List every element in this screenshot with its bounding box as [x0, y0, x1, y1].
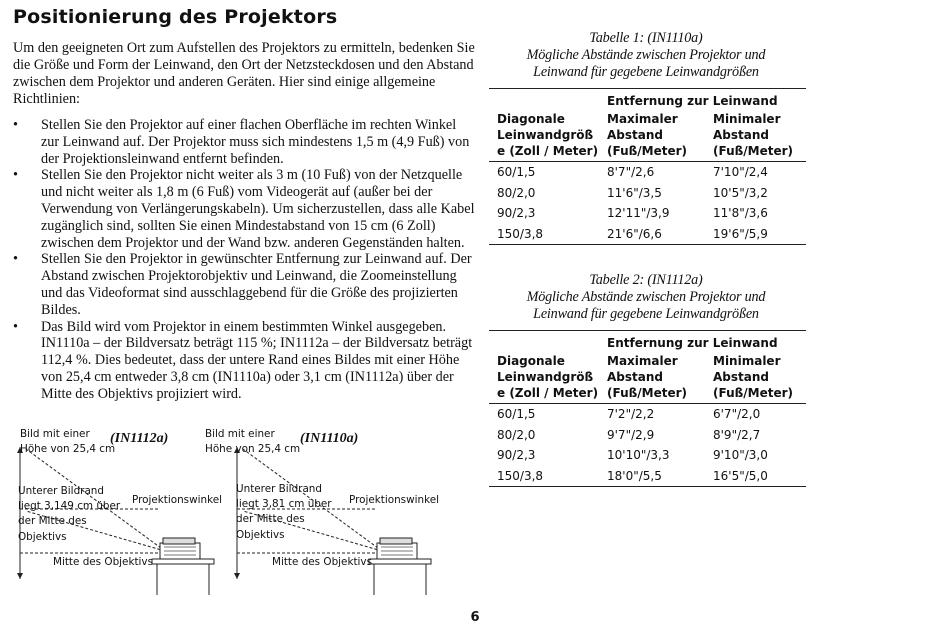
column-header: Minimaler Abstand (Fuß/Meter): [705, 111, 806, 162]
bullet-text: Stellen Sie den Projektor auf einer flachen Oberfläche im rechten Winkel zur Leinwand auf. Der Projektor muss sich mindestens 1,5 m (4,9 Fuß) von der Projektionsleinwand entfernt befinden.: [41, 117, 470, 167]
caption-line: Leinwand für gegebene Leinwandgrößen: [533, 306, 759, 322]
list-item: [13, 117, 475, 167]
table-super-header-row: [489, 331, 806, 354]
table-row: [489, 445, 806, 466]
bullet-text: Stellen Sie den Projektor in gewünschter Entfernung zur Leinwand auf. Der Abstand zwischen Projektorobjektiv und Leinwand, die Zoomeinstellung und das Videoformat sind ausschlaggebend für die Größe des projizierten Bildes.: [41, 251, 472, 318]
table-cell: 150/3,8: [497, 226, 544, 241]
list-item: [13, 319, 475, 403]
table-super-header-row: [489, 89, 806, 112]
table-row: [489, 203, 806, 224]
projection-diagrams: [0, 405, 480, 595]
caption-line: Leinwand für gegebene Leinwandgrößen: [533, 64, 759, 80]
guideline-list: [13, 117, 475, 403]
page-title: Positionierung des Projektors: [13, 6, 338, 28]
model-label: (IN1112a): [110, 431, 169, 446]
super-header: Entfernung zur Leinwand: [607, 336, 778, 350]
table-cell: 60/1,5: [497, 407, 536, 422]
lens-center-label: Mitte des Objektivs: [272, 556, 372, 568]
table-cell: 80/2,0: [497, 185, 536, 200]
table-cell: 6'7"/2,0: [713, 407, 761, 422]
table-cell: 11'6"/3,5: [607, 185, 662, 200]
caption-line: Mögliche Abstände zwischen Projektor und: [526, 289, 766, 305]
caption-line: Tabelle 1: (IN1110a): [589, 30, 703, 46]
column-header: Minimaler Abstand (Fuß/Meter): [705, 353, 806, 404]
table-row: [489, 162, 806, 183]
table-cell: 18'0"/5,5: [607, 468, 662, 483]
lens-center-label: Mitte des Objektivs: [53, 556, 153, 568]
arrow-head: [234, 573, 240, 579]
column-header: Diagonale Leinwandgröß e (Zoll / Meter): [489, 353, 599, 404]
table-header-row: [489, 353, 806, 404]
table-cell: 7'10"/2,4: [713, 165, 768, 180]
table-header-row: [489, 111, 806, 162]
column-header: Maximaler Abstand (Fuß/Meter): [599, 111, 705, 162]
bullet-text: Das Bild wird vom Projektor in einem bestimmten Winkel ausgegeben. IN1110a – der Bildversatz beträgt 115 %; IN1112a – der Bildversatz beträgt 112,4 %. Dies bedeutet, dass der untere Rand eines Bildes mit einer Höhe von 25,4 cm entweder 3,8 cm (IN1110a) oder 3,1 cm (IN1112a) über der Mitte des Objektivs projiziert wird.: [41, 318, 473, 402]
table-cell: 21'6"/6,6: [607, 226, 662, 241]
table-cell: 10'5"/3,2: [713, 185, 768, 200]
projection-angle-label: Projektionswinkel: [132, 494, 222, 506]
table-cell: 8'9"/2,7: [713, 427, 761, 442]
distance-table-2: [489, 330, 806, 487]
table-1-caption: [486, 30, 806, 81]
table-cell: 60/1,5: [497, 165, 536, 180]
column-header: Maximaler Abstand (Fuß/Meter): [599, 353, 705, 404]
table-top: [152, 559, 214, 564]
table-cell: 11'8"/3,6: [713, 206, 768, 221]
bullet-symbol: •: [13, 251, 18, 268]
table-row: [489, 224, 806, 245]
projector-top: [163, 538, 195, 544]
image-height-label: Bild mit einer Höhe von 25,4 cm: [20, 428, 116, 455]
table-cell: 12'11"/3,9: [607, 206, 670, 221]
list-item: [13, 167, 475, 251]
list-item: [13, 251, 475, 318]
offset-label: Unterer Bildrand liegt 3,149 cm über der Mitte des Objektivs: [18, 485, 121, 543]
offset-label: Unterer Bildrand liegt 3,81 cm über der Mitte des Objektivs: [236, 483, 332, 541]
intro-paragraph: Um den geeigneten Ort zum Aufstellen des Projektors zu ermitteln, bedenken Sie die Größe und Form der Leinwand, den Ort der Netzsteckdosen und den Abstand zwischen dem Projektor und anderen Geräten. Hier sind einige allgemeine Richtlinien:: [13, 40, 475, 107]
table-cell: 90/2,3: [497, 206, 536, 221]
table-cell: 19'6"/5,9: [713, 226, 768, 241]
table-cell: 16'5"/5,0: [713, 468, 768, 483]
projection-angle-label: Projektionswinkel: [349, 494, 439, 506]
model-label: (IN1110a): [300, 431, 359, 446]
image-height-label: Bild mit einer Höhe von 25,4 cm: [205, 428, 301, 455]
super-header: Entfernung zur Leinwand: [607, 94, 778, 108]
table-top: [369, 559, 431, 564]
table-row: [489, 404, 806, 425]
table-cell: 90/2,3: [497, 448, 536, 463]
bullet-text: Stellen Sie den Projektor nicht weiter als 3 m (10 Fuß) von der Netzquelle und nicht weiter als 1,8 m (6 Fuß) vom Videogerät auf (außer bei der Verwendung von Verlängerungskabeln). Um sicherzustellen, dass alle Kabel zugänglich sind, sollten Sie einen Mindestabstand von 15 cm (6 Zoll) zwischen dem Projektor und der Wand bzw. anderen Gegenständen halten.: [41, 167, 475, 251]
distance-table-1: [489, 88, 806, 245]
table-cell: 10'10"/3,3: [607, 448, 670, 463]
table-cell: 150/3,8: [497, 468, 544, 483]
table-cell: 7'2"/2,2: [607, 407, 655, 422]
bullet-symbol: •: [13, 167, 18, 184]
column-header: Diagonale Leinwandgröß e (Zoll / Meter): [489, 111, 599, 162]
table-cell: 80/2,0: [497, 427, 536, 442]
table-row: [489, 466, 806, 487]
table-2-caption: [486, 272, 806, 323]
table-row: [489, 425, 806, 446]
bullet-symbol: •: [13, 318, 18, 335]
table-row: [489, 183, 806, 204]
projector-top: [380, 538, 412, 544]
page-number: 6: [470, 610, 480, 625]
table-cell: 9'7"/2,9: [607, 427, 655, 442]
table-cell: 9'10"/3,0: [713, 448, 768, 463]
caption-line: Mögliche Abstände zwischen Projektor und: [526, 47, 766, 63]
arrow-head: [17, 573, 23, 579]
bullet-symbol: •: [13, 117, 18, 133]
caption-line: Tabelle 2: (IN1112a): [589, 272, 703, 288]
table-cell: 8'7"/2,6: [607, 165, 655, 180]
